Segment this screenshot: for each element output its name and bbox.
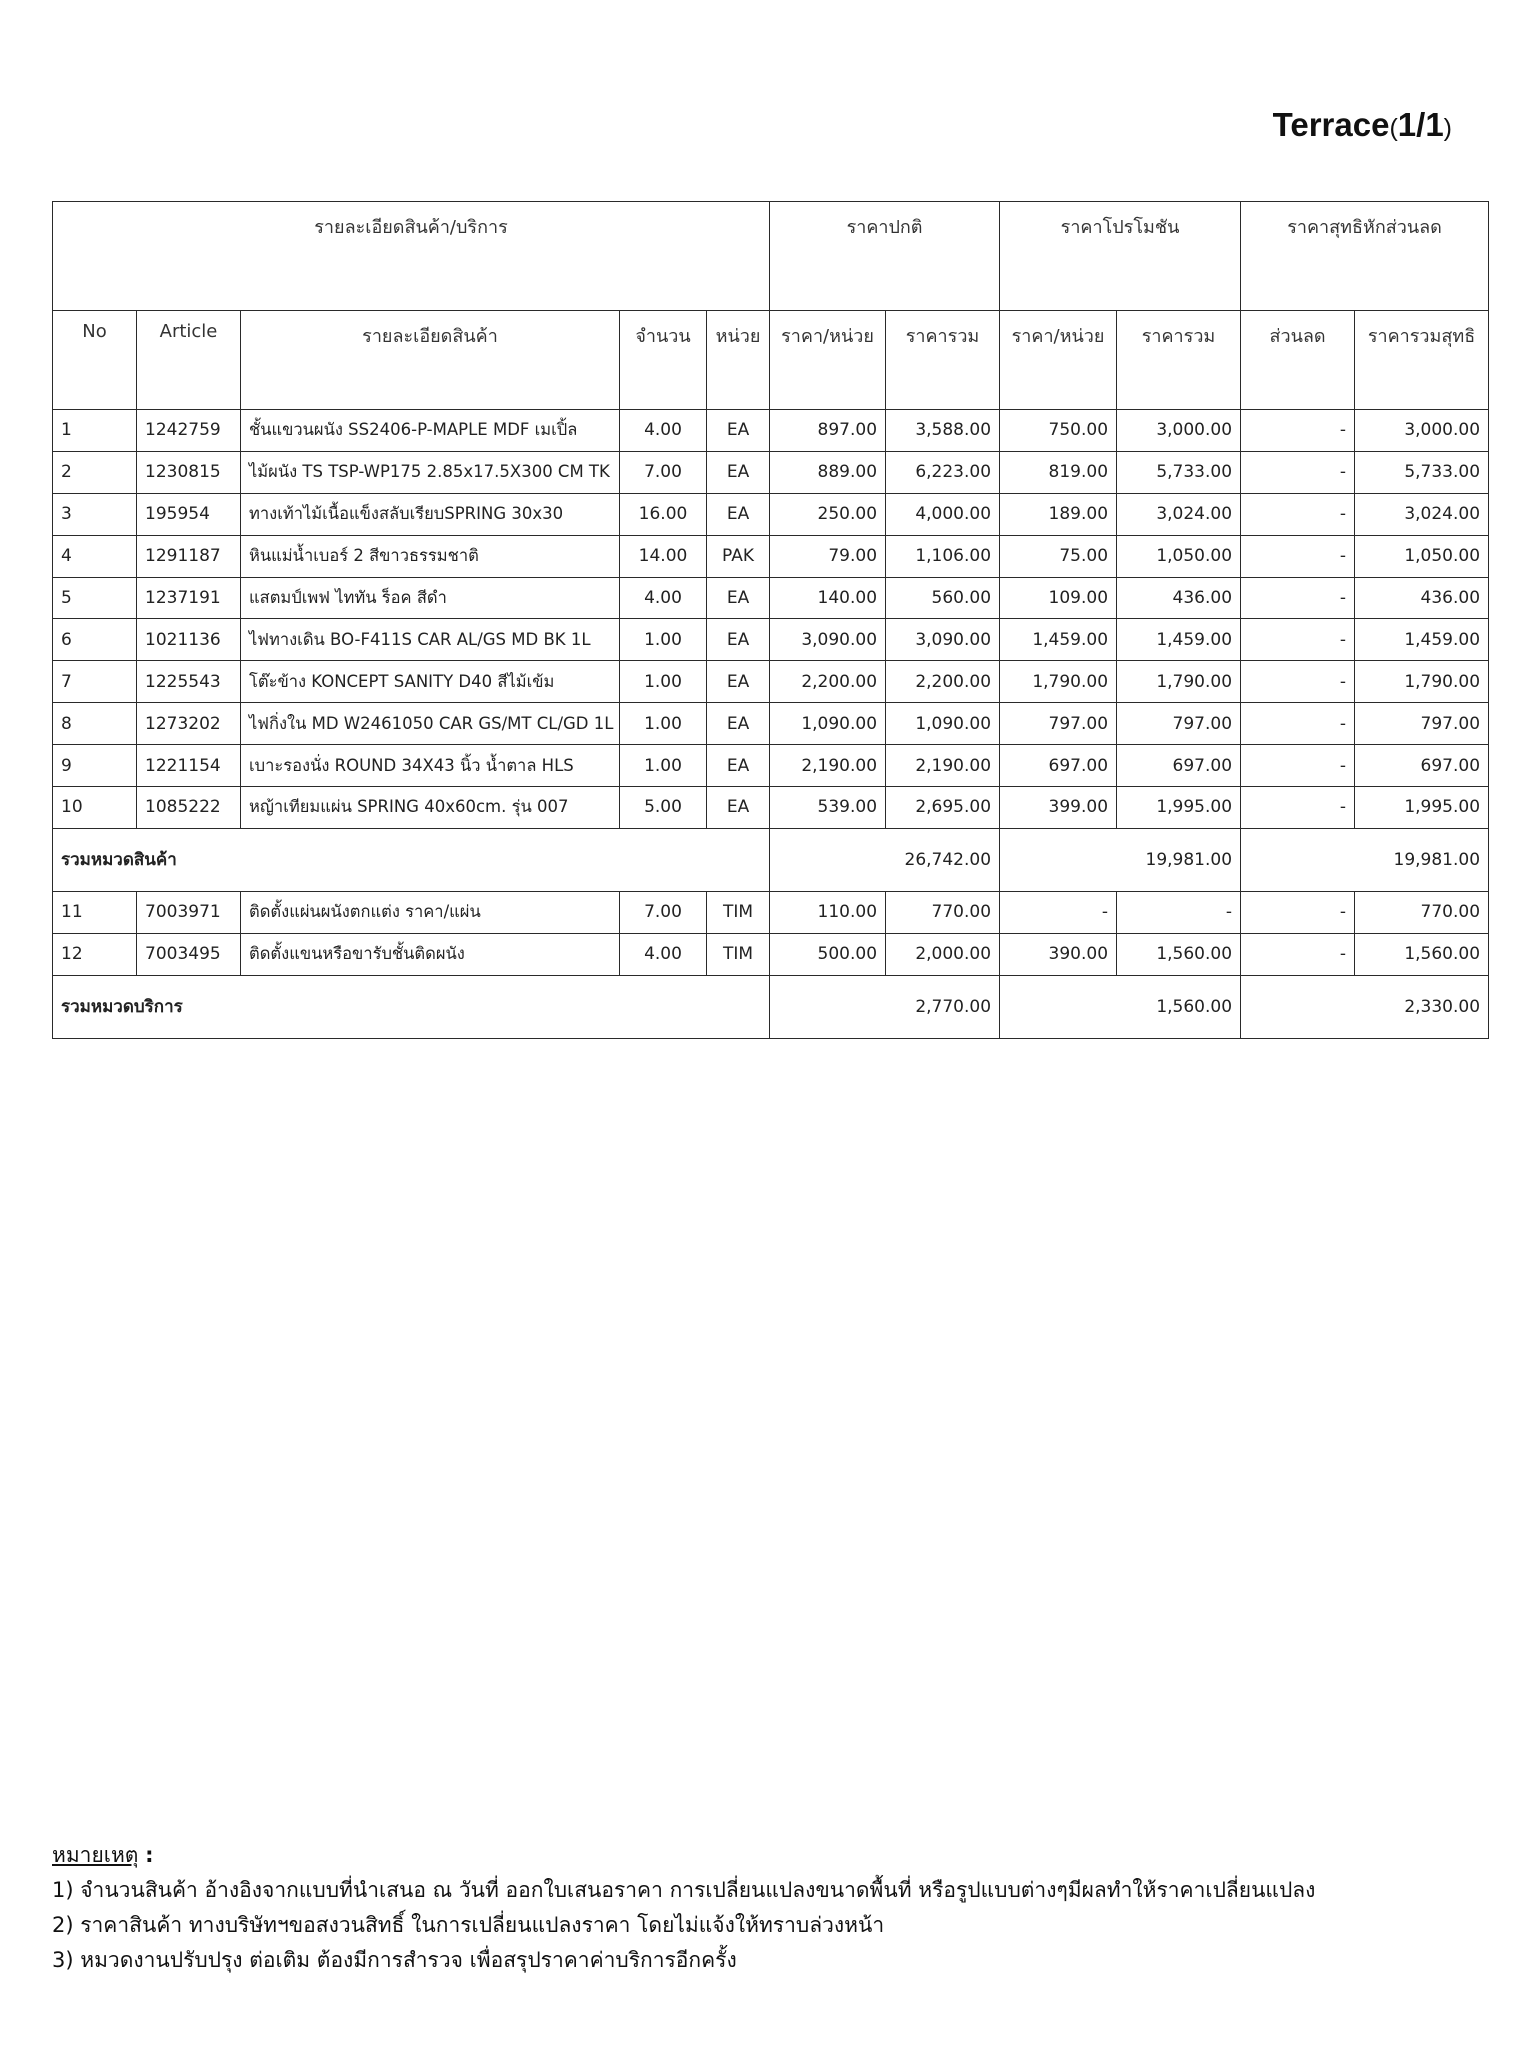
table-row <box>53 451 1489 493</box>
column-header-promo-total: ราคารวม <box>1117 311 1241 410</box>
cell-article: 7003971 <box>137 891 241 933</box>
cell-net-total: 1,995.00 <box>1355 787 1489 829</box>
cell-price-total: 4,000.00 <box>886 493 1000 535</box>
cell-unit: EA <box>707 410 770 452</box>
service-summary-promo-total: 1,560.00 <box>1000 975 1241 1038</box>
note-line: 1) จำนวนสินค้า อ้างอิงจากแบบที่นำเสนอ ณ วันที่ ออกใบเสนอราคา การเปลี่ยนแปลงขนาดพื้นที่ หรือรูปแบบต่างๆมีผลทำให้ราคาเปลี่ยนแปลง <box>52 1878 1316 1902</box>
cell-quantity: 4.00 <box>620 577 707 619</box>
cell-unit: EA <box>707 703 770 745</box>
table-row <box>53 410 1489 452</box>
cell-promo-per-unit: 750.00 <box>1000 410 1117 452</box>
cell-net-total: 1,790.00 <box>1355 661 1489 703</box>
group-header-net-price: ราคาสุทธิหักส่วนลด <box>1241 202 1489 311</box>
service-summary-label: รวมหมวดบริการ <box>53 975 770 1038</box>
product-summary-promo-total: 19,981.00 <box>1000 828 1241 891</box>
cell-article: 1085222 <box>137 787 241 829</box>
cell-article: 1021136 <box>137 619 241 661</box>
cell-discount: - <box>1241 661 1355 703</box>
cell-quantity: 7.00 <box>620 451 707 493</box>
group-header-normal-price: ราคาปกติ <box>770 202 1000 311</box>
cell-article: 1225543 <box>137 661 241 703</box>
cell-no: 4 <box>53 535 137 577</box>
cell-price-per-unit: 140.00 <box>770 577 886 619</box>
cell-net-total: 1,560.00 <box>1355 933 1489 975</box>
cell-quantity: 1.00 <box>620 703 707 745</box>
cell-no: 5 <box>53 577 137 619</box>
cell-promo-per-unit: 109.00 <box>1000 577 1117 619</box>
column-header-row <box>53 311 1489 410</box>
notes-title: หมายเหตุ <box>52 1843 139 1867</box>
product-summary-normal-total: 26,742.00 <box>770 828 1000 891</box>
cell-net-total: 697.00 <box>1355 745 1489 787</box>
cell-price-total: 3,090.00 <box>886 619 1000 661</box>
cell-description: หญ้าเทียมแผ่น SPRING 40x60cm. รุ่น 007 <box>241 787 620 829</box>
service-summary-section <box>53 975 1489 1038</box>
cell-quantity: 7.00 <box>620 891 707 933</box>
cell-quantity: 4.00 <box>620 410 707 452</box>
table-row <box>53 891 1489 933</box>
column-header-promo-per-unit: ราคา/หน่วย <box>1000 311 1117 410</box>
cell-discount: - <box>1241 535 1355 577</box>
cell-unit: EA <box>707 745 770 787</box>
cell-promo-total: 1,459.00 <box>1117 619 1241 661</box>
cell-article: 1230815 <box>137 451 241 493</box>
cell-article: 1237191 <box>137 577 241 619</box>
cell-promo-total: 436.00 <box>1117 577 1241 619</box>
cell-unit: EA <box>707 493 770 535</box>
cell-quantity: 1.00 <box>620 619 707 661</box>
cell-net-total: 1,459.00 <box>1355 619 1489 661</box>
cell-discount: - <box>1241 891 1355 933</box>
cell-unit: EA <box>707 787 770 829</box>
cell-article: 7003495 <box>137 933 241 975</box>
cell-price-per-unit: 3,090.00 <box>770 619 886 661</box>
cell-price-total: 1,106.00 <box>886 535 1000 577</box>
cell-quantity: 5.00 <box>620 787 707 829</box>
column-header-price-total: ราคารวม <box>886 311 1000 410</box>
cell-unit: TIM <box>707 891 770 933</box>
column-header-quantity: จำนวน <box>620 311 707 410</box>
cell-discount: - <box>1241 703 1355 745</box>
product-summary-net-total: 19,981.00 <box>1241 828 1489 891</box>
title-paren-open: ( <box>1389 114 1398 142</box>
notes-colon: : <box>145 1843 154 1867</box>
product-summary-section <box>53 828 1489 891</box>
service-summary-normal-total: 2,770.00 <box>770 975 1000 1038</box>
table-row <box>53 745 1489 787</box>
cell-price-total: 2,695.00 <box>886 787 1000 829</box>
column-header-net-total: ราคารวมสุทธิ <box>1355 311 1489 410</box>
cell-price-per-unit: 1,090.00 <box>770 703 886 745</box>
cell-promo-per-unit: 819.00 <box>1000 451 1117 493</box>
cell-price-per-unit: 889.00 <box>770 451 886 493</box>
cell-net-total: 797.00 <box>1355 703 1489 745</box>
cell-price-per-unit: 79.00 <box>770 535 886 577</box>
cell-discount: - <box>1241 619 1355 661</box>
cell-net-total: 436.00 <box>1355 577 1489 619</box>
cell-price-per-unit: 110.00 <box>770 891 886 933</box>
cell-description: ไม้ผนัง TS TSP-WP175 2.85x17.5X300 CM TK <box>241 451 620 493</box>
cell-quantity: 16.00 <box>620 493 707 535</box>
cell-no: 3 <box>53 493 137 535</box>
cell-no: 10 <box>53 787 137 829</box>
cell-promo-total: 1,050.00 <box>1117 535 1241 577</box>
cell-price-total: 560.00 <box>886 577 1000 619</box>
page-title <box>1273 106 1452 144</box>
cell-no: 8 <box>53 703 137 745</box>
cell-description: ทางเท้าไม้เนื้อแข็งสลับเรียบSPRING 30x30 <box>241 493 620 535</box>
note-line: 2) ราคาสินค้า ทางบริษัทฯขอสงวนสิทธิ์ ในการเปลี่ยนแปลงราคา โดยไม่แจ้งให้ทราบล่วงหน้า <box>52 1913 885 1937</box>
cell-price-per-unit: 500.00 <box>770 933 886 975</box>
table-row <box>53 493 1489 535</box>
cell-price-total: 3,588.00 <box>886 410 1000 452</box>
group-header-row <box>53 202 1489 311</box>
cell-description: ชั้นแขวนผนัง SS2406-P-MAPLE MDF เมเปิ้ล <box>241 410 620 452</box>
cell-promo-total: - <box>1117 891 1241 933</box>
cell-quantity: 1.00 <box>620 661 707 703</box>
cell-discount: - <box>1241 933 1355 975</box>
cell-promo-per-unit: 75.00 <box>1000 535 1117 577</box>
cell-discount: - <box>1241 787 1355 829</box>
cell-no: 7 <box>53 661 137 703</box>
cell-promo-per-unit: 1,790.00 <box>1000 661 1117 703</box>
cell-no: 9 <box>53 745 137 787</box>
cell-price-per-unit: 2,200.00 <box>770 661 886 703</box>
cell-promo-total: 5,733.00 <box>1117 451 1241 493</box>
cell-description: แสตมป์เพฟ ไททัน ร็อค สีดำ <box>241 577 620 619</box>
product-rows <box>53 410 1489 829</box>
cell-price-per-unit: 897.00 <box>770 410 886 452</box>
cell-quantity: 14.00 <box>620 535 707 577</box>
cell-unit: PAK <box>707 535 770 577</box>
table-row <box>53 703 1489 745</box>
column-header-no: No <box>53 311 137 410</box>
cell-description: เบาะรองนั่ง ROUND 34X43 นิ้ว น้ำตาล HLS <box>241 745 620 787</box>
table-row <box>53 933 1489 975</box>
cell-net-total: 3,024.00 <box>1355 493 1489 535</box>
cell-promo-per-unit: 797.00 <box>1000 703 1117 745</box>
cell-unit: EA <box>707 661 770 703</box>
cell-promo-per-unit: 1,459.00 <box>1000 619 1117 661</box>
cell-promo-total: 3,000.00 <box>1117 410 1241 452</box>
service-summary-row <box>53 975 1489 1038</box>
quotation-table <box>52 201 1489 1039</box>
column-header-article: Article <box>137 311 241 410</box>
cell-no: 12 <box>53 933 137 975</box>
table-row <box>53 535 1489 577</box>
title-main: Terrace <box>1272 106 1390 143</box>
cell-price-total: 2,190.00 <box>886 745 1000 787</box>
cell-price-per-unit: 539.00 <box>770 787 886 829</box>
cell-promo-total: 797.00 <box>1117 703 1241 745</box>
column-header-discount: ส่วนลด <box>1241 311 1355 410</box>
cell-description: ติดตั้งแผ่นผนังตกแต่ง ราคา/แผ่น <box>241 891 620 933</box>
cell-price-per-unit: 2,190.00 <box>770 745 886 787</box>
cell-discount: - <box>1241 493 1355 535</box>
cell-quantity: 1.00 <box>620 745 707 787</box>
cell-price-per-unit: 250.00 <box>770 493 886 535</box>
cell-description: หินแม่น้ำเบอร์ 2 สีขาวธรรมชาติ <box>241 535 620 577</box>
cell-description: ติดตั้งแขนหรือขารับชั้นติดผนัง <box>241 933 620 975</box>
service-rows <box>53 891 1489 975</box>
cell-promo-total: 1,995.00 <box>1117 787 1241 829</box>
cell-unit: TIM <box>707 933 770 975</box>
cell-price-total: 2,200.00 <box>886 661 1000 703</box>
column-header-description: รายละเอียดสินค้า <box>241 311 620 410</box>
cell-promo-per-unit: 399.00 <box>1000 787 1117 829</box>
table-row <box>53 787 1489 829</box>
cell-promo-per-unit: 189.00 <box>1000 493 1117 535</box>
table-row <box>53 577 1489 619</box>
cell-promo-total: 1,560.00 <box>1117 933 1241 975</box>
cell-article: 195954 <box>137 493 241 535</box>
cell-promo-total: 1,790.00 <box>1117 661 1241 703</box>
cell-price-total: 1,090.00 <box>886 703 1000 745</box>
cell-article: 1221154 <box>137 745 241 787</box>
cell-no: 11 <box>53 891 137 933</box>
cell-description: โต๊ะข้าง KONCEPT SANITY D40 สีไม้เข้ม <box>241 661 620 703</box>
cell-price-total: 2,000.00 <box>886 933 1000 975</box>
cell-promo-per-unit: 390.00 <box>1000 933 1117 975</box>
table-row <box>53 661 1489 703</box>
cell-description: ไฟทางเดิน BO-F411S CAR AL/GS MD BK 1L <box>241 619 620 661</box>
group-header-details: รายละเอียดสินค้า/บริการ <box>53 202 770 311</box>
cell-article: 1291187 <box>137 535 241 577</box>
cell-discount: - <box>1241 577 1355 619</box>
cell-unit: EA <box>707 577 770 619</box>
group-header-promo-price: ราคาโปรโมชัน <box>1000 202 1241 311</box>
cell-unit: EA <box>707 451 770 493</box>
cell-discount: - <box>1241 451 1355 493</box>
cell-discount: - <box>1241 410 1355 452</box>
notes-section <box>52 1838 1315 1978</box>
cell-description: ไฟกิ่งใน MD W2461050 CAR GS/MT CL/GD 1L <box>241 703 620 745</box>
column-header-unit: หน่วย <box>707 311 770 410</box>
product-summary-label: รวมหมวดสินค้า <box>53 828 770 891</box>
title-page-number: 1/1 <box>1397 106 1444 143</box>
cell-no: 1 <box>53 410 137 452</box>
note-line: 3) หมวดงานปรับปรุง ต่อเติม ต้องมีการสำรวจ เพื่อสรุปราคาค่าบริการอีกครั้ง <box>52 1948 737 1972</box>
cell-discount: - <box>1241 745 1355 787</box>
title-paren-close: ) <box>1443 114 1452 142</box>
cell-no: 6 <box>53 619 137 661</box>
cell-net-total: 770.00 <box>1355 891 1489 933</box>
cell-promo-per-unit: 697.00 <box>1000 745 1117 787</box>
cell-promo-total: 697.00 <box>1117 745 1241 787</box>
cell-promo-per-unit: - <box>1000 891 1117 933</box>
cell-promo-total: 3,024.00 <box>1117 493 1241 535</box>
product-summary-row <box>53 828 1489 891</box>
cell-net-total: 3,000.00 <box>1355 410 1489 452</box>
cell-net-total: 1,050.00 <box>1355 535 1489 577</box>
cell-article: 1242759 <box>137 410 241 452</box>
column-header-price-per-unit: ราคา/หน่วย <box>770 311 886 410</box>
cell-price-total: 770.00 <box>886 891 1000 933</box>
cell-no: 2 <box>53 451 137 493</box>
cell-net-total: 5,733.00 <box>1355 451 1489 493</box>
cell-unit: EA <box>707 619 770 661</box>
service-summary-net-total: 2,330.00 <box>1241 975 1489 1038</box>
table-row <box>53 619 1489 661</box>
cell-price-total: 6,223.00 <box>886 451 1000 493</box>
cell-article: 1273202 <box>137 703 241 745</box>
notes-heading <box>52 1838 1315 1873</box>
cell-quantity: 4.00 <box>620 933 707 975</box>
